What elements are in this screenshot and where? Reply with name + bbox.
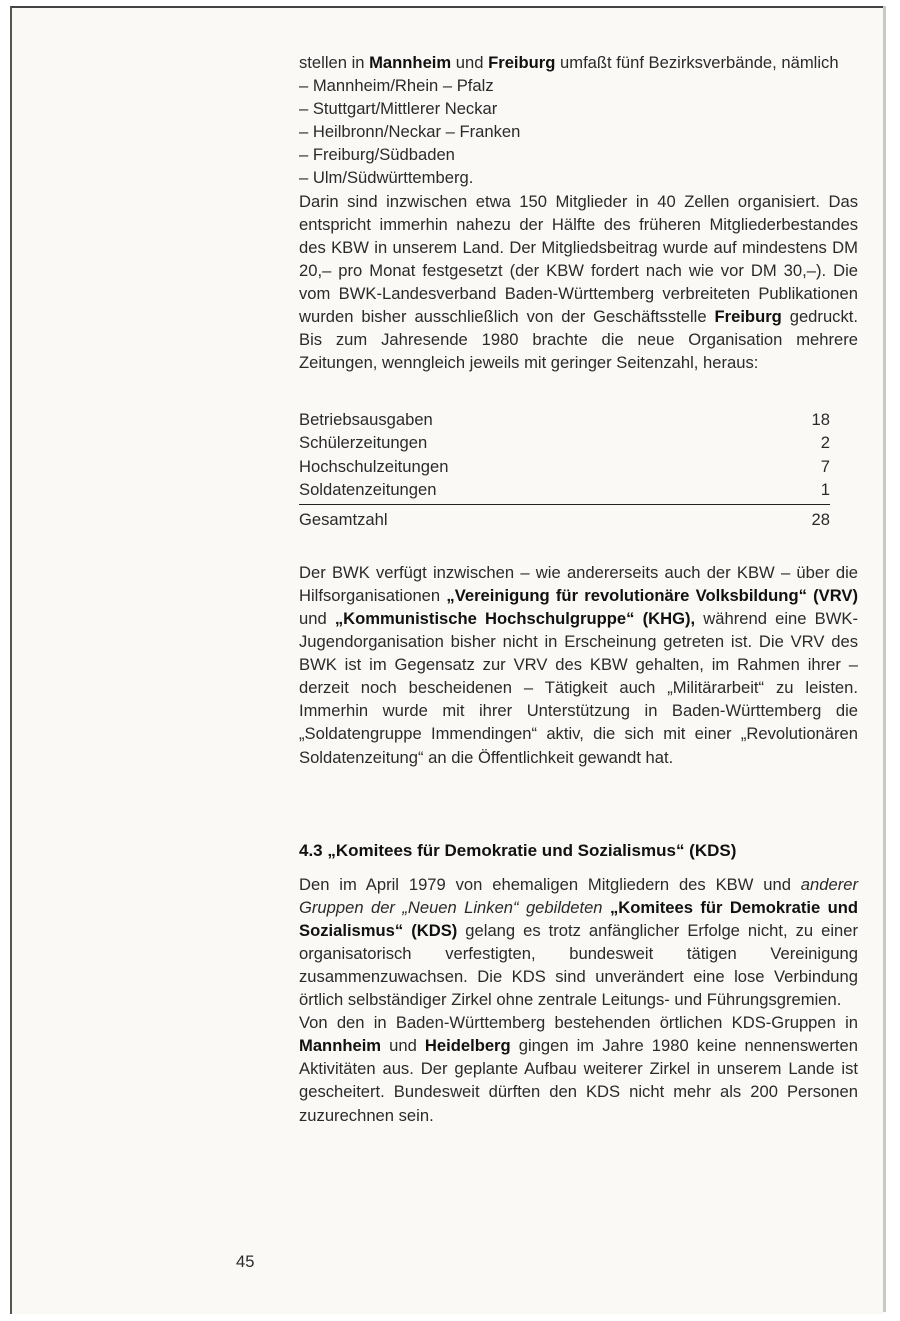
list-item: – Heilbronn/Neckar – Franken — [299, 120, 858, 143]
list-item: – Stuttgart/Mittlerer Neckar — [299, 97, 858, 120]
list-item: – Freiburg/Südbaden — [299, 143, 858, 166]
publication-stats-table — [299, 408, 830, 530]
paragraph-bezirksverbaende-intro: stellen in Mannheim und Freiburg umfaßt fünf Bezirksverbände, nämlich — [299, 53, 839, 72]
place-mannheim: Mannheim — [299, 1036, 382, 1056]
paragraph-mitglieder: Darin sind inzwischen etwa 150 Mitglieder in 40 Zellen organisiert. Das entspricht immerhin nahezu der Hälfte des früheren Mitgliederbestandes des KBW in unserem Land. Der Mitgliedsbeitrag wurde auf mindestens DM 20,– pro Monat festgesetzt (der KBW fordert nach wie vor DM 30,–). Die vom BWK-Landesverband Baden-Württemberg verbreiteten Publikationen wurden bisher ausschließlich von der Geschäftsstelle Freiburg gedruckt. Bis zum Jahresende 1980 brachte die neue Organisation mehrere Zeitungen, wenngleich jeweils mit geringer Seitenzahl, heraus: — [299, 191, 858, 373]
section-heading: 4.3 „Komitees für Demokratie und Sozialismus“ (KDS) — [299, 840, 737, 860]
page-edge-shadow — [883, 6, 886, 1312]
place-mannheim: Mannheim — [369, 53, 452, 72]
list-item: – Ulm/Südwürttemberg. — [299, 166, 858, 189]
table-row: Betriebsausgaben 18 — [299, 410, 830, 430]
table-row: Soldatenzeitungen 1 — [299, 479, 830, 499]
table-row: Schülerzeitungen 2 — [299, 433, 830, 453]
org-vrv: „Vereinigung für revolutionäre Volksbildung“ (VRV) — [446, 585, 858, 605]
paragraph-kds-baden-wuerttemberg: Von den in Baden-Württemberg bestehenden örtlichen KDS-Gruppen in Mannheim und Heidelberg gingen im Jahre 1980 keine nennenswerten Aktivitäten aus. Der geplante Aufbau weiterer Zirkel in unserem Lande ist gescheitert. Bundesweit dürften den KDS nicht mehr als 200 Personen zuzurechnen sein. — [299, 1013, 858, 1125]
table-row: Hochschulzeitungen 7 — [299, 456, 830, 476]
page-number: 45 — [236, 1252, 255, 1271]
sum-divider — [299, 504, 830, 505]
paragraph-hilfsorganisationen: Der BWK verfügt inzwischen – wie andererseits auch der KBW – über die Hilfsorganisationen „Vereinigung für revolutionäre Volksbildung“ (VRV) und „Kommunistische Hochschulgruppe“ (KHG), während eine BWK-Jugendorganisation bisher nicht in Erscheinung getreten ist. Die VRV des BWK ist im Gegensatz zur VRV des KBW gehalten, im Rahmen ihrer – derzeit noch bescheidenen – Tätigkeit auch „Militärarbeit“ zu leisten. Immerhin wurde mit ihrer Unterstützung in Baden-Württemberg die „Soldatengruppe Immendingen“ aktiv, die sich mit einer „Revolutionären Soldatenzeitung“ an die Öffentlichkeit gewandt hat. — [299, 562, 859, 767]
org-khg: „Kommunistische Hochschulgruppe“ (KHG), — [334, 608, 696, 628]
org-kds: „Komitees für Demokratie und Sozialismus“ (KDS) — [299, 897, 858, 940]
list-item: – Mannheim/Rhein – Pfalz — [299, 74, 858, 97]
paragraph-kds-intro: Den im April 1979 von ehemaligen Mitgliedern des KBW und anderer Gruppen der „Neuen Linken“ gebildeten „Komitees für Demokratie und Sozialismus“ (KDS) gelang es trotz anfänglicher Erfolge nicht, zu einer organisatorisch verfestigten, bundesweit tätigen Vereinigung zusammenzuwachsen. Die KDS sind unverändert eine lose Verbindung örtlich selbständiger Zirkel ohne zentrale Leitungs- und Führungsgremien. — [299, 874, 858, 1010]
table-total-row: Gesamtzahl 28 — [299, 509, 830, 529]
place-freiburg: Freiburg — [488, 53, 556, 72]
place-heidelberg: Heidelberg — [424, 1036, 511, 1056]
text-column — [299, 51, 858, 1127]
bezirksverband-list — [299, 74, 858, 189]
place-freiburg: Freiburg — [714, 307, 782, 327]
